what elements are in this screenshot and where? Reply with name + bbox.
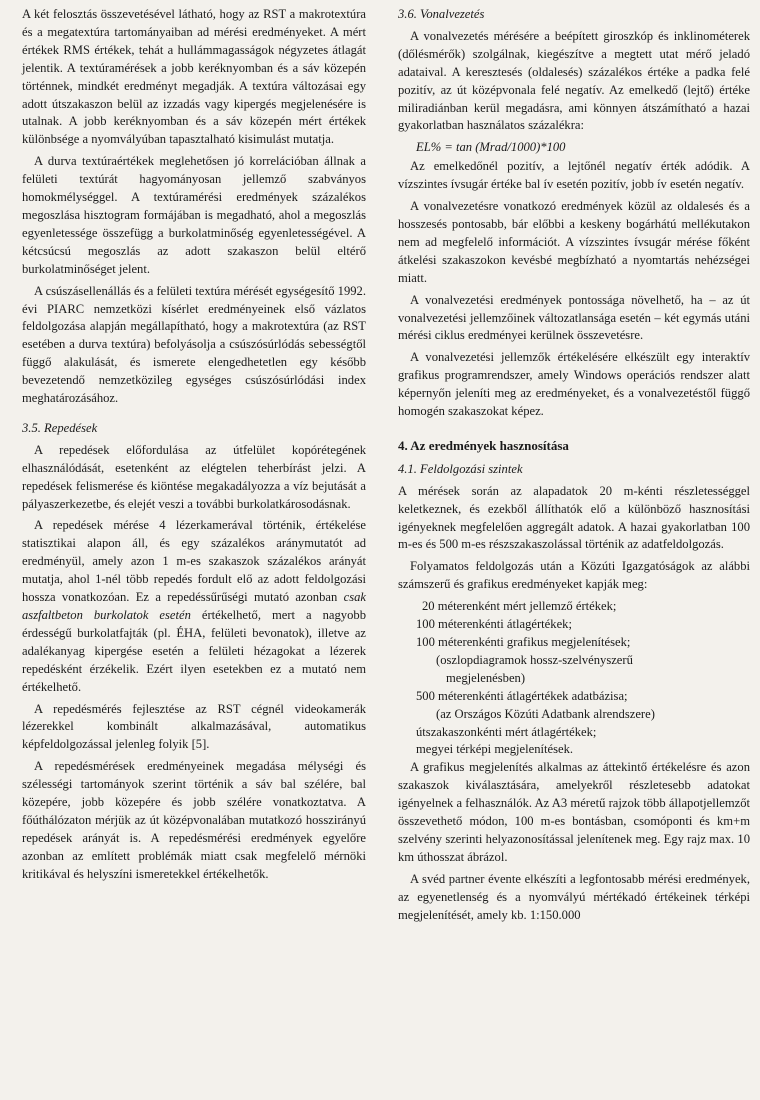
paragraph-alignment-accuracy: A vonalvezetésre vonatkozó eredmények közül az oldalesés és a hosszesés pontosabb, bár előbbi a keskeny bogárhátú mellékutakon nem ad megfelelő információt. A vízszintes ívsugár mérése főként átkelési szakaszokon kevésbé megbízható a nyomtartás nehézségei miatt. (398, 199, 750, 285)
paragraph-slope-sign: Az emelkedőnél pozitív, a lejtőnél negatív érték adódik. A vízszintes ívsugár értéke bal ív esetén pozitív, jobb ív esetén negatív. (398, 159, 750, 192)
list-item: 20 méterenként mért jellemző értékek; (422, 599, 617, 614)
paragraph-rst-texture-ranges: A két felosztás összevetésével látható, hogy az RST a makrotextúra és a megatextúra tartományaiban ad mérési eredményeket. A mért értékek RMS értékek, tehát a hullámmagasságok négyzetes átlagát jelentik. A textúramérések a jobb keréknyomban és a sáv közepén történnek, mindkét eredményt megadják. A textúra változásai egy adott útszakaszon belül az izzadás vagy kipergés megjelenésére is utalnak. A jobb keréknyomban és a sáv közepén mért értékek különbsége a nyomvályúban tapasztalható kisimulást mutatja. (22, 7, 366, 147)
emphasis-asphalt-only: csak aszfaltbeton burkolatok esetén (22, 590, 366, 622)
heading-3-5-cracks: 3.5. Repedések (22, 420, 98, 435)
paragraph-swedish-partner: A svéd partner évente elkészíti a legfontosabb mérési eredmények, az egyenetlenség és a nyomvályú mértékadó értékeinek térképi megjelenítését, amely kb. 1:150.000 (398, 871, 750, 922)
paragraph-alignment-software: A vonalvezetési jellemzők értékelésére elkészült egy interaktív grafikus programrendszer, amely Windows operációs rendszer alatt képernyőn jeleníti meg az eredményeket, és a vonalvezetéstől függő homogén szakaszokat képez. (398, 350, 750, 419)
paragraph-graphic-display: A grafikus megjelenítés alkalmas az áttekintő értékelésre és azon szakaszok kiválasztására, amelyekről részletesebb adatokat igényelnek a felhasználók. Az A3 méretű rajzok több állapotjellemzőt összevethető módon, 100 m-es bontásban, csomóponti és km+m szelvény szerinti helyazonosítással jelenítenek meg. Egy rajz max. 10 km úthosszat ábrázol. (398, 760, 750, 864)
paragraph-processing-deliverables: Folyamatos feldolgozás után a Közúti Igazgatóságok az alábbi számszerű és grafikus eredményeket kapják meg: (398, 559, 750, 592)
paragraph-cracks-intro: A repedések előfordulása az útfelület kopórétegének elhasználódását, esetenként az elégtelen teherbírást jelzi. A repedések felismerése és kiöntése megakadályozza a víz bejutását a pályaszerkezetbe, és elejét veszi a további burkolatkárosodásnak. (22, 442, 366, 511)
text-segment: értékelhető, mert a nagyobb érdességű burkolatfajták (pl. ÉHA, felületi bevonatok), illetve az adalékanyag kipergése esetén a felületi hézagokat a lézerek repedésként érzékelik. Ezért ilyen esetekben ez a mutató nem értékelhető. (22, 608, 366, 694)
left-column (22, 6, 366, 888)
paragraph-alignment-improvement: A vonalvezetési eredmények pontossága növelhető, ha – az út vonalvezetési jellemzőinek változatlansága esetén – két egymás utáni mérési ciklus eredményei kerülnek összevetésre. (398, 292, 750, 343)
paragraph-crack-measurement (22, 517, 366, 696)
text-segment: A repedések mérése 4 lézerkamerával történik, értékelése statisztikai alapon áll, és egy százalékos aránymutatót ad eredményül, amely azon 1 m-es szakaszok százalékos arányát mutatja, ahol 1-nél több repedés fordult elő az adott feldolgozási hossza vonatkozóan. Ez a repedéssűrűségi mutató azonban (22, 518, 366, 605)
deliverables-list (398, 598, 750, 759)
list-item: 500 méterenkénti átlagértékek adatbázisa; (416, 688, 628, 703)
formula-slope-percent: EL% = tan (Mrad/1000)*100 (416, 140, 566, 155)
heading-4-1-processing-levels: 4.1. Feldolgozási szintek (398, 461, 523, 476)
heading-4-results-usage: 4. Az eredmények hasznosítása (398, 437, 569, 453)
paragraph-processing-detail: A mérések során az alapadatok 20 m-kénti részletességgel keletkeznek, és ezekből állíthatók elő a különböző hasznosítási igényeknek megfelelően aggregált adatok. A hazai gyakorlatban 100 m-es és 500 m-es részszakaszolással történik az adatfeldolgozás. (398, 483, 750, 552)
paragraph-crack-development: A repedésmérés fejlesztése az RST cégnél videokamerák lézerekkel kombinált alkalmazásával, automatikus képfeldolgozással jelenleg folyik [5]. (22, 701, 366, 752)
paragraph-piarc-experiment: A csúszásellenállás és a felületi textúra mérését egységesítő 1992. évi PIARC nemzetközi kísérlet eredményeinek első vázlatos feldolgozása alapján megállapítható, hogy a makrotextúra (az RST esetében a durva textúra) befolyásolja a csúszósúrlódás sebességtől függő alakulását, és ismerete elengedhetetlen egy később bevezetendő nemzetközileg egységes csúszósúrlódási index meghatározásához. (22, 283, 366, 406)
list-item: (az Országos Közúti Adatbank alrendszere) (436, 706, 655, 721)
list-item: megjelenésben) (446, 670, 526, 685)
paragraph-crack-results: A repedésmérések eredményeinek megadása mélységi és szélességi tartományok szerint történik a sáv bal szélére, bal közepére, jobb közepére és jobb szélére vonatkoztatva. A főúthálózaton mérjük az út középvonalában mutatkozó hosszirányú repedések arányát is. A repedésmérési eredmények egyelőre azonban az említett problémák miatt csak megfelelő mérnöki kritikával és helyszíni ismeretekkel értékelhetők. (22, 759, 366, 881)
list-item: 100 méterenkénti grafikus megjelenítések; (416, 635, 631, 649)
heading-3-6-alignment: 3.6. Vonalvezetés (398, 7, 485, 21)
list-item: (oszlopdiagramok hossz-szelvényszerű (436, 652, 633, 667)
list-item: megyei térképi megjelenítések. (416, 742, 574, 757)
paragraph-coarse-texture: A durva textúraértékek meglehetősen jó korrelációban állnak a felületi textúrát hagyományosan jellemző szabványos homokmélységgel. A textúramérési eredmények százalékos megoszlása hisztogram formájában is megadható, ahol a megoszlás egyenletessége összefügg a burkolatminőség egyenletességével. A kétcsúcsú megoszlás az adott szakaszon belül eltérő burkolatminőséget jelent. (22, 154, 366, 276)
paragraph-alignment-gyroscope: A vonalvezetés mérésére a beépített giroszkóp és inklinométerek (dőlésmérők) szolgálnak, kiegészítve a megtett utat mérő jeladó adataival. A keresztesés (oldalesés) százalékos értéke a padka felé pozitív, az út középvonala felé negatív. Az emelkedő (lejtő) értéke miliradiánban kerül megadásra, ami könnyen átszámítható a hazai gyakorlatban használatos százalékra: (398, 28, 750, 133)
right-column (398, 6, 750, 929)
list-item: 100 méterenkénti átlagértékek; (416, 617, 572, 632)
list-item: útszakaszonkénti mért átlagértékek; (416, 724, 597, 739)
